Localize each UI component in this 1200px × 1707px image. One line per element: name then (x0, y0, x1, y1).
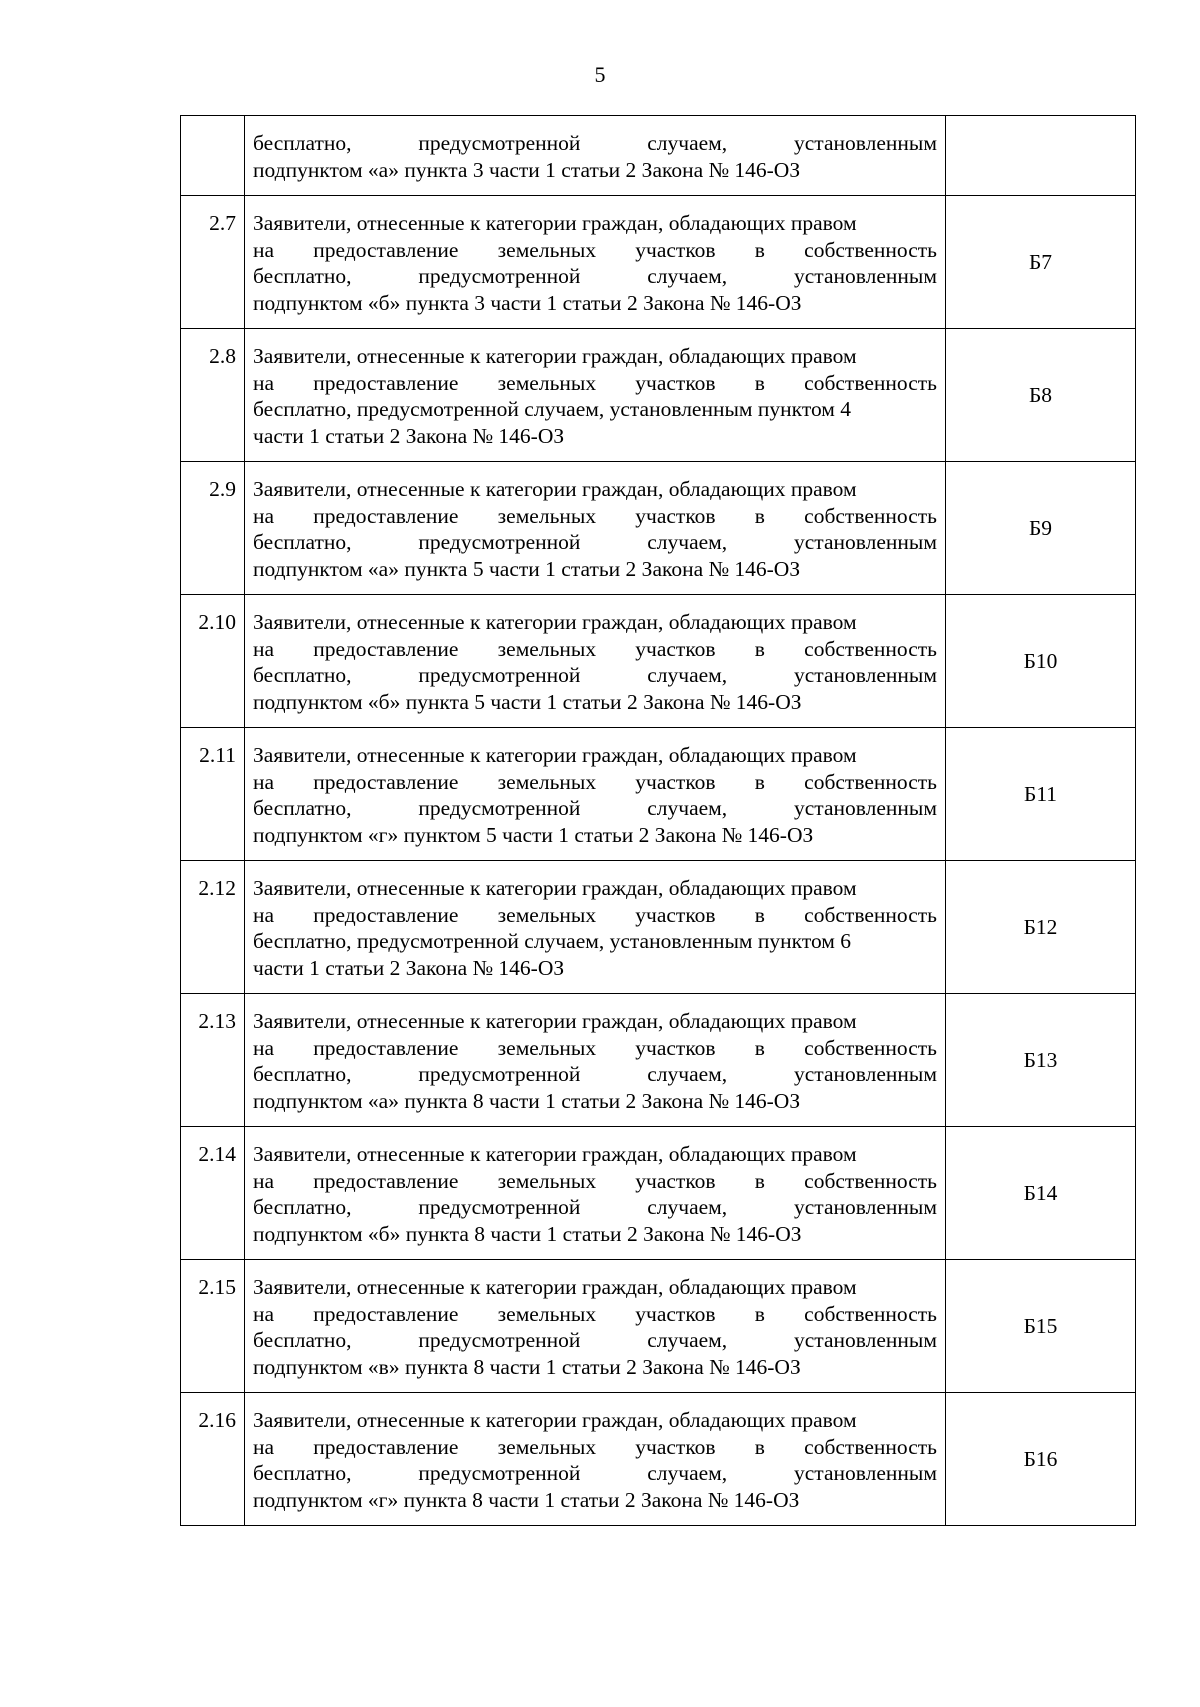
description-word: бесплатно, (253, 1461, 352, 1485)
table-row (181, 196, 1136, 329)
description-word: предоставление (313, 237, 459, 262)
description-word: предусмотренной (418, 530, 581, 554)
description-word: установленным (794, 131, 937, 155)
description-line (253, 795, 937, 822)
table-body (181, 116, 1136, 1526)
description-line (253, 130, 937, 157)
row-code: Б8 (946, 329, 1136, 462)
description-word: участков (635, 769, 716, 794)
row-number: 2.12 (181, 861, 245, 994)
description-word: земельных (497, 1434, 597, 1459)
description-word: земельных (497, 1301, 597, 1326)
description-word: земельных (497, 1168, 597, 1193)
description-word: собственность (804, 1434, 937, 1459)
description-line: части 1 статьи 2 Закона № 146-ОЗ (253, 423, 565, 448)
description-line (253, 1327, 937, 1354)
description-word: случаем, (647, 530, 728, 554)
description-word: бесплатно, (253, 131, 352, 155)
description-word: на (253, 237, 275, 262)
description-line: подпунктом «г» пунктом 5 части 1 статьи 2 Закона № 146-ОЗ (253, 822, 814, 847)
description-line: Заявители, отнесенные к категории граждан, обладающих правом (253, 876, 857, 900)
row-number: 2.10 (181, 595, 245, 728)
description-line: подпунктом «а» пункта 5 части 1 статьи 2 Закона № 146-ОЗ (253, 556, 801, 581)
description-word: собственность (804, 503, 937, 528)
page-number: 5 (594, 62, 606, 87)
row-code: Б16 (946, 1393, 1136, 1526)
description-line: бесплатно, предусмотренной случаем, установленным пунктом 6 (253, 929, 852, 953)
description-word: участков (635, 1168, 716, 1193)
description-word: в (754, 1035, 765, 1060)
description-word: земельных (497, 237, 597, 262)
row-description (245, 595, 946, 728)
description-line (253, 370, 937, 397)
description-line: Заявители, отнесенные к категории граждан, обладающих правом (253, 344, 857, 368)
description-line: подпунктом «а» пункта 3 части 1 статьи 2 Закона № 146-ОЗ (253, 157, 801, 182)
description-word: на (253, 1035, 275, 1060)
description-line: подпунктом «б» пункта 5 части 1 статьи 2 Закона № 146-ОЗ (253, 689, 802, 714)
description-word: на (253, 902, 275, 927)
description-word: на (253, 370, 275, 395)
description-word: предоставление (313, 1035, 459, 1060)
row-code: Б13 (946, 994, 1136, 1127)
row-code: Б11 (946, 728, 1136, 861)
description-word: участков (635, 370, 716, 395)
description-line: Заявители, отнесенные к категории граждан, обладающих правом (253, 1275, 857, 1299)
row-description (245, 462, 946, 595)
description-word: случаем, (647, 264, 728, 288)
description-line (253, 1061, 937, 1088)
description-word: в (754, 370, 765, 395)
description-word: установленным (794, 796, 937, 820)
description-word: в (754, 636, 765, 661)
description-word: земельных (497, 769, 597, 794)
description-word: предоставление (313, 1168, 459, 1193)
description-word: участков (635, 1035, 716, 1060)
description-line: Заявители, отнесенные к категории граждан, обладающих правом (253, 1009, 857, 1033)
description-word: случаем, (647, 1195, 728, 1219)
description-line: подпунктом «а» пункта 8 части 1 статьи 2 Закона № 146-ОЗ (253, 1088, 801, 1113)
description-word: на (253, 1434, 275, 1459)
description-line (253, 1168, 937, 1195)
description-word: установленным (794, 530, 937, 554)
description-word: предусмотренной (418, 1062, 581, 1086)
description-word: участков (635, 1301, 716, 1326)
description-word: бесплатно, (253, 663, 352, 687)
description-word: предусмотренной (418, 1328, 581, 1352)
description-line (253, 1301, 937, 1328)
row-description (245, 1127, 946, 1260)
description-word: случаем, (647, 663, 728, 687)
description-line (253, 1035, 937, 1062)
row-number: 2.8 (181, 329, 245, 462)
description-word: случаем, (647, 1062, 728, 1086)
description-word: земельных (497, 902, 597, 927)
description-word: случаем, (647, 1328, 728, 1352)
table-row (181, 462, 1136, 595)
description-word: предоставление (313, 636, 459, 661)
description-word: в (754, 503, 765, 528)
description-word: в (754, 1168, 765, 1193)
table-row (181, 861, 1136, 994)
description-line: Заявители, отнесенные к категории граждан, обладающих правом (253, 211, 857, 235)
description-word: земельных (497, 1035, 597, 1060)
row-description (245, 196, 946, 329)
description-word: бесплатно, (253, 1328, 352, 1352)
description-word: в (754, 769, 765, 794)
description-word: на (253, 1301, 275, 1326)
description-word: бесплатно, (253, 796, 352, 820)
description-line (253, 902, 937, 929)
description-word: случаем, (647, 1461, 728, 1485)
description-word: участков (635, 1434, 716, 1459)
description-line (253, 237, 937, 264)
description-line (253, 263, 937, 290)
row-description (245, 1393, 946, 1526)
row-code: Б14 (946, 1127, 1136, 1260)
description-line: части 1 статьи 2 Закона № 146-ОЗ (253, 955, 565, 980)
row-number: 2.13 (181, 994, 245, 1127)
table-row (181, 1127, 1136, 1260)
description-word: собственность (804, 636, 937, 661)
description-line (253, 503, 937, 530)
row-description (245, 329, 946, 462)
description-line: Заявители, отнесенные к категории граждан, обладающих правом (253, 1408, 857, 1432)
row-number: 2.11 (181, 728, 245, 861)
description-line: подпунктом «в» пункта 8 части 1 статьи 2 Закона № 146-ОЗ (253, 1354, 801, 1379)
description-line (253, 1434, 937, 1461)
description-line: Заявители, отнесенные к категории граждан, обладающих правом (253, 1142, 857, 1166)
description-line: Заявители, отнесенные к категории граждан, обладающих правом (253, 610, 857, 634)
description-word: собственность (804, 902, 937, 927)
description-word: на (253, 769, 275, 794)
row-description (245, 116, 946, 196)
description-word: собственность (804, 1301, 937, 1326)
description-word: собственность (804, 1035, 937, 1060)
description-word: установленным (794, 1062, 937, 1086)
row-description (245, 861, 946, 994)
description-word: в (754, 902, 765, 927)
description-word: предусмотренной (418, 663, 581, 687)
description-word: предоставление (313, 1301, 459, 1326)
table-row (181, 1260, 1136, 1393)
description-word: предоставление (313, 769, 459, 794)
table-row (181, 728, 1136, 861)
description-line: подпунктом «б» пункта 3 части 1 статьи 2 Закона № 146-ОЗ (253, 290, 802, 315)
row-code: Б12 (946, 861, 1136, 994)
description-line: Заявители, отнесенные к категории граждан, обладающих правом (253, 743, 857, 767)
description-word: предоставление (313, 1434, 459, 1459)
row-code: Б10 (946, 595, 1136, 728)
description-word: участков (635, 636, 716, 661)
description-line (253, 662, 937, 689)
description-line: подпунктом «г» пункта 8 части 1 статьи 2 Закона № 146-ОЗ (253, 1487, 800, 1512)
description-word: предоставление (313, 503, 459, 528)
description-word: бесплатно, (253, 1062, 352, 1086)
row-number: 2.16 (181, 1393, 245, 1526)
table-row (181, 329, 1136, 462)
description-word: в (754, 1434, 765, 1459)
row-code: Б7 (946, 196, 1136, 329)
description-line: бесплатно, предусмотренной случаем, установленным пунктом 4 (253, 397, 852, 421)
table-row (181, 116, 1136, 196)
table-row (181, 1393, 1136, 1526)
description-word: в (754, 237, 765, 262)
description-word: установленным (794, 1461, 937, 1485)
description-word: собственность (804, 769, 937, 794)
description-word: случаем, (647, 131, 728, 155)
row-number: 2.14 (181, 1127, 245, 1260)
row-number: 2.7 (181, 196, 245, 329)
description-word: предусмотренной (418, 264, 581, 288)
description-word: предоставление (313, 370, 459, 395)
description-word: на (253, 636, 275, 661)
description-word: на (253, 503, 275, 528)
table-row (181, 595, 1136, 728)
row-code (946, 116, 1136, 196)
description-word: участков (635, 237, 716, 262)
description-word: бесплатно, (253, 530, 352, 554)
description-line (253, 1194, 937, 1221)
description-line (253, 636, 937, 663)
description-word: установленным (794, 1328, 937, 1352)
description-line (253, 1460, 937, 1487)
row-code: Б15 (946, 1260, 1136, 1393)
row-description (245, 994, 946, 1127)
description-word: земельных (497, 370, 597, 395)
description-word: участков (635, 902, 716, 927)
description-word: собственность (804, 237, 937, 262)
row-description (245, 728, 946, 861)
description-line: подпунктом «б» пункта 8 части 1 статьи 2 Закона № 146-ОЗ (253, 1221, 802, 1246)
description-word: предоставление (313, 902, 459, 927)
description-word: установленным (794, 264, 937, 288)
description-word: бесплатно, (253, 1195, 352, 1219)
description-word: на (253, 1168, 275, 1193)
description-word: в (754, 1301, 765, 1326)
description-word: предусмотренной (418, 1461, 581, 1485)
row-description (245, 1260, 946, 1393)
row-number (181, 116, 245, 196)
description-word: установленным (794, 1195, 937, 1219)
description-line (253, 769, 937, 796)
description-line (253, 529, 937, 556)
description-word: земельных (497, 636, 597, 661)
description-line: Заявители, отнесенные к категории граждан, обладающих правом (253, 477, 857, 501)
description-word: земельных (497, 503, 597, 528)
description-word: бесплатно, (253, 264, 352, 288)
description-word: предусмотренной (418, 1195, 581, 1219)
description-word: предусмотренной (418, 131, 581, 155)
row-number: 2.15 (181, 1260, 245, 1393)
description-word: предусмотренной (418, 796, 581, 820)
description-word: установленным (794, 663, 937, 687)
description-word: собственность (804, 370, 937, 395)
description-word: случаем, (647, 796, 728, 820)
table-row (181, 994, 1136, 1127)
description-word: собственность (804, 1168, 937, 1193)
applicant-categories-table (180, 115, 1136, 1526)
row-code: Б9 (946, 462, 1136, 595)
row-number: 2.9 (181, 462, 245, 595)
description-word: участков (635, 503, 716, 528)
